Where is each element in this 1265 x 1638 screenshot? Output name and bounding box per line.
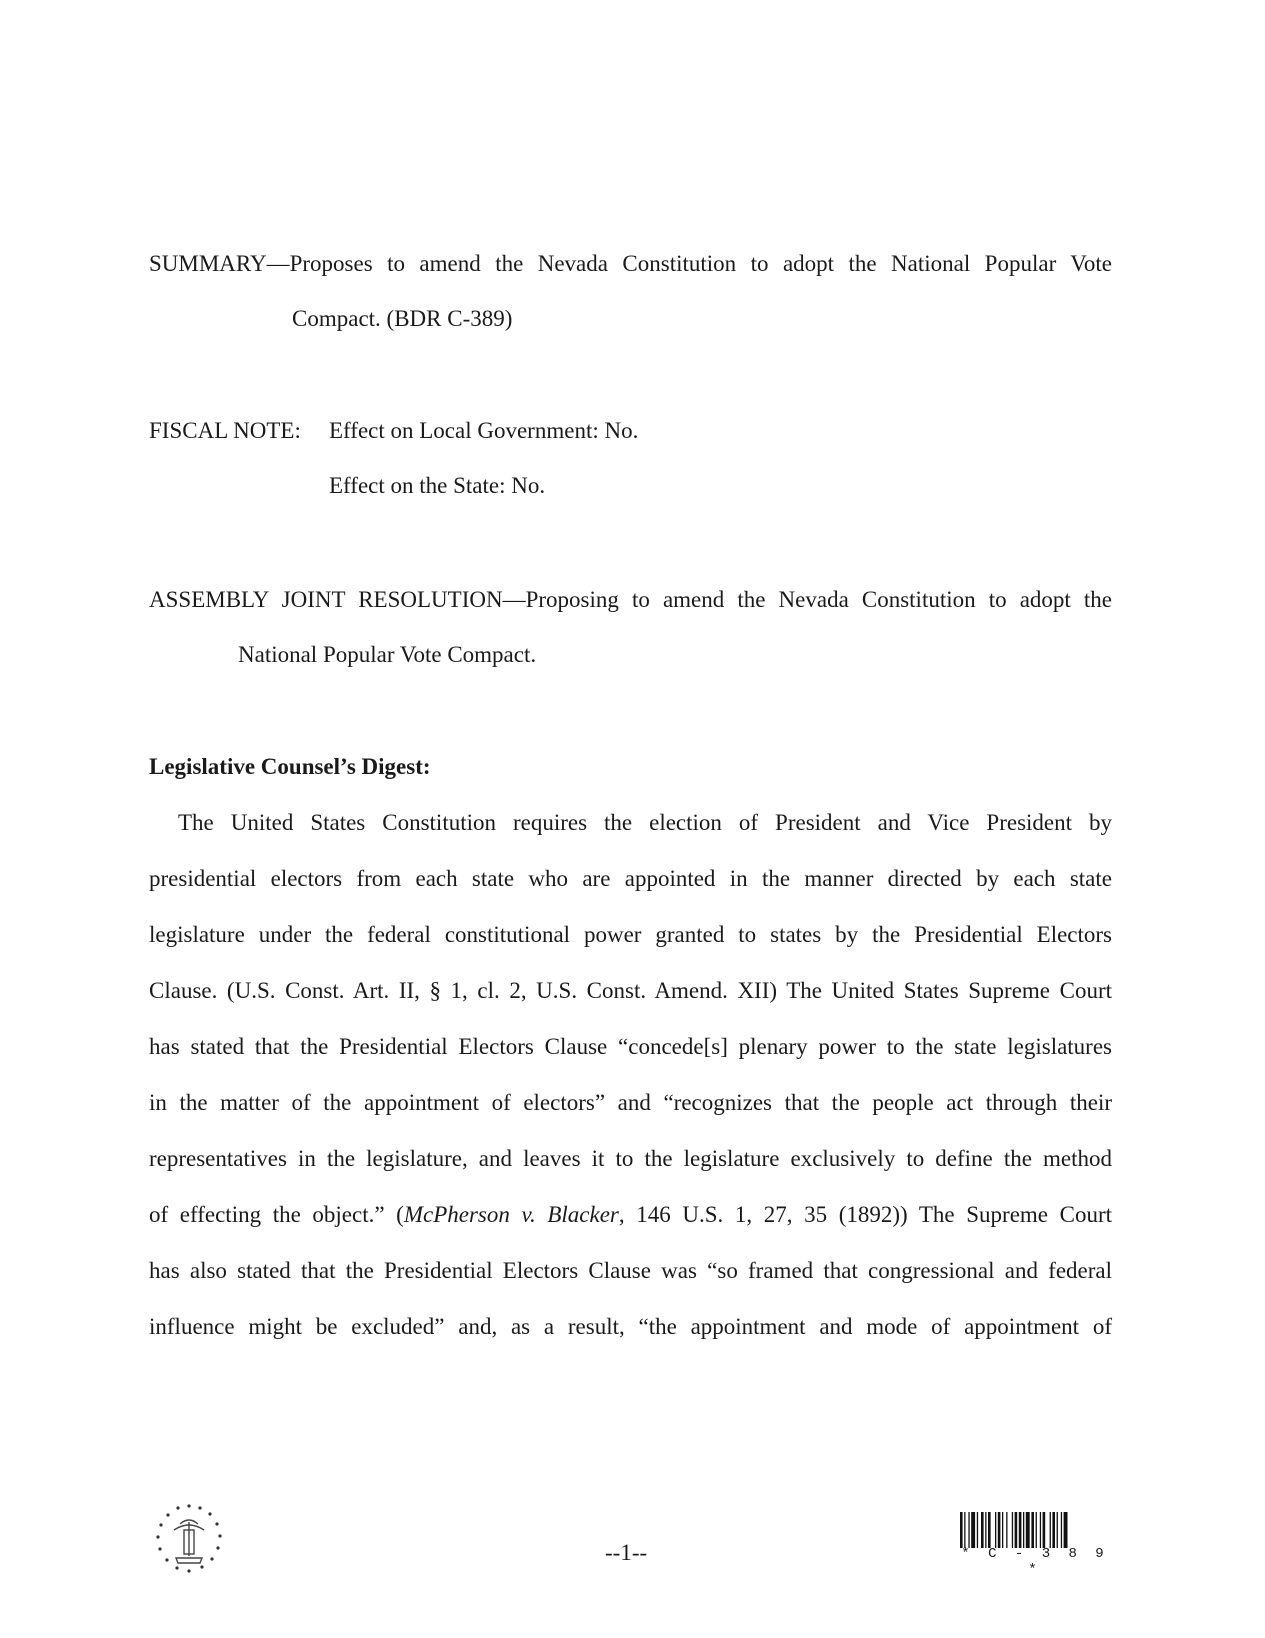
digest-line-9: has also stated that the Presidential Electors Clause was “so framed that congressional and federal bbox=[149, 1258, 1112, 1283]
digest-line-4: Clause. (U.S. Const. Art. II, § 1, cl. 2, U.S. Const. Amend. XII) The United States Supreme Court bbox=[149, 978, 1112, 1003]
summary-line-1: SUMMARY—Proposes to amend the Nevada Constitution to adopt the National Popular Vote bbox=[149, 251, 1112, 276]
fiscal-note-label: FISCAL NOTE: bbox=[149, 418, 301, 443]
digest-line-8-post: , 146 U.S. 1, 27, 35 (1892)) The Supreme Court bbox=[618, 1202, 1113, 1227]
summary-line-2: Compact. (BDR C-389) bbox=[292, 306, 513, 331]
resolution-line-2: National Popular Vote Compact. bbox=[238, 642, 537, 667]
seal-icon bbox=[150, 1500, 228, 1578]
digest-line-5: has stated that the Presidential Electors Clause “concede[s] plenary power to the state legislatures bbox=[149, 1034, 1112, 1059]
digest-line-6: in the matter of the appointment of electors” and “recognizes that the people act through their bbox=[149, 1090, 1112, 1115]
digest-line-8-pre: of effecting the object.” ( bbox=[149, 1202, 404, 1227]
digest-line-1: The United States Constitution requires the election of President and Vice President by bbox=[178, 810, 1112, 835]
fiscal-note-state: Effect on the State: No. bbox=[329, 473, 546, 498]
digest-line-3: legislature under the federal constitutional power granted to states by the Presidential Electors bbox=[149, 922, 1112, 947]
page-number: --1-- bbox=[605, 1540, 648, 1565]
digest-heading: Legislative Counsel’s Digest: bbox=[149, 754, 431, 779]
digest-line-10: influence might be excluded” and, as a result, “the appointment and mode of appointment of bbox=[149, 1314, 1112, 1339]
barcode-icon bbox=[960, 1512, 1110, 1548]
digest-line-8 bbox=[149, 1200, 1112, 1230]
barcode-text: * C - 3 8 9 * bbox=[961, 1546, 1109, 1578]
resolution-line-1: ASSEMBLY JOINT RESOLUTION—Proposing to amend the Nevada Constitution to adopt the bbox=[149, 587, 1112, 612]
digest-line-7: representatives in the legislature, and leaves it to the legislature exclusively to define the method bbox=[149, 1146, 1112, 1171]
digest-line-2: presidential electors from each state who are appointed in the manner directed by each state bbox=[149, 866, 1112, 891]
case-citation: McPherson v. Blacker bbox=[403, 1202, 619, 1227]
fiscal-note-local: Effect on Local Government: No. bbox=[329, 418, 639, 443]
